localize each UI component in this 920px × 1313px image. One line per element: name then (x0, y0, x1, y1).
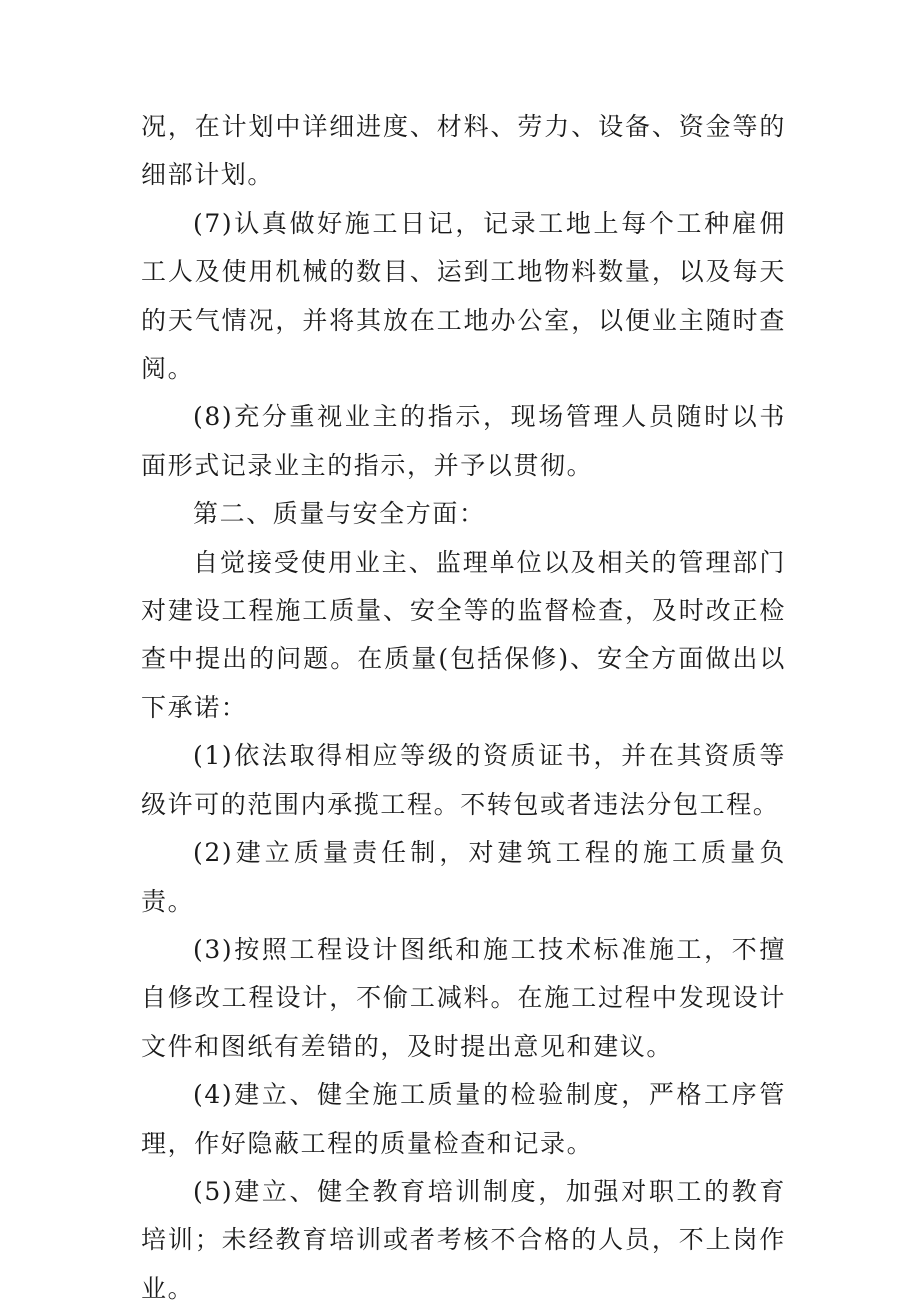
paragraph-commitment-1: (1)依法取得相应等级的资质证书，并在其资质等级许可的范围内承揽工程。不转包或者违法分包工程。 (141, 741, 786, 819)
document-body (141, 103, 786, 1313)
paragraph-commitment-2: (2)建立质量责任制，对建筑工程的施工质量负责。 (141, 838, 786, 916)
paragraph-commitment-5: (5)建立、健全教育培训制度，加强对职工的教育培训；未经教育培训或者考核不合格的人员，不上岗作业。 (141, 1176, 786, 1303)
paragraph-commitment-3: (3)按照工程设计图纸和施工技术标准施工，不擅自修改工程设计，不偷工减料。在施工过程中发现设计文件和图纸有差错的，及时提出意见和建议。 (141, 934, 786, 1061)
paragraph-item-8: (8)充分重视业主的指示，现场管理人员随时以书面形式记录业主的指示，并予以贯彻。 (141, 402, 786, 480)
section-heading-quality-safety: 第二、质量与安全方面： (193, 499, 486, 529)
paragraph-continuation: 况，在计划中详细进度、材料、劳力、设备、资金等的细部计划。 (141, 112, 786, 190)
paragraph-item-7: (7)认真做好施工日记，记录工地上每个工种雇佣工人及使用机械的数目、运到工地物料数量，以及每天的天气情况，并将其放在工地办公室，以便业主随时查阅。 (141, 208, 786, 384)
paragraph-section-intro: 自觉接受使用业主、监理单位以及相关的管理部门对建设工程施工质量、安全等的监督检查，及时改正检查中提出的问题。在质量(包括保修)、安全方面做出以下承诺： (141, 547, 786, 722)
paragraph-commitment-4: (4)建立、健全施工质量的检验制度，严格工序管理，作好隐蔽工程的质量检查和记录。 (141, 1080, 786, 1158)
